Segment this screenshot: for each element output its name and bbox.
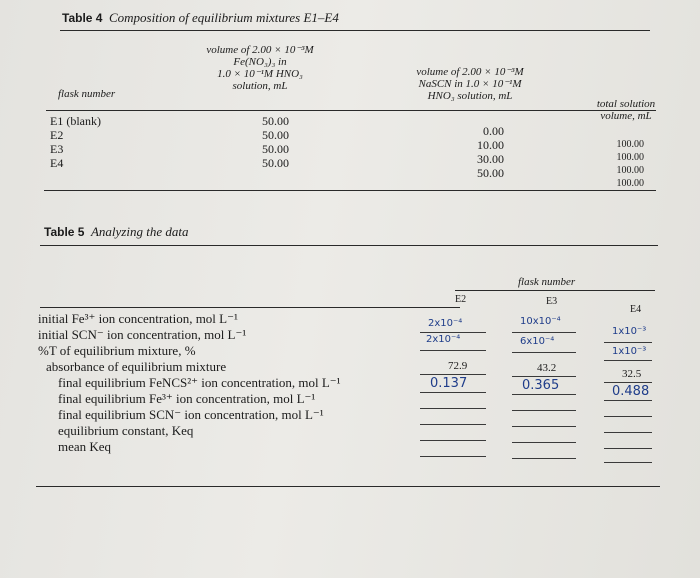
value-cell: 0.365 <box>522 378 560 393</box>
value-cell: 2x10⁻⁴ <box>426 334 461 345</box>
table5-top-rule <box>40 245 658 246</box>
table5-row-label: equilibrium constant, Keq <box>58 423 194 438</box>
value-cell: 43.2 <box>537 362 557 374</box>
table4-row-fe: 50.00 <box>262 142 289 156</box>
table4-row-scn: 30.00 <box>477 152 504 166</box>
table4-bottom-rule <box>44 190 656 191</box>
table4-header-rule <box>46 110 656 111</box>
table5-row-label: %T of equilibrium mixture, % <box>38 343 196 358</box>
value-cell: 1x10⁻³ <box>612 346 647 357</box>
value-cell: 2x10⁻⁴ <box>428 318 463 329</box>
table4-row-scn: 10.00 <box>477 138 504 152</box>
table4-fe-column <box>262 114 289 170</box>
table4-row-flask: E3 <box>50 142 64 156</box>
table5-labels <box>38 311 341 455</box>
table4-row-fe: 50.00 <box>262 156 289 170</box>
value-cell: 32.5 <box>622 368 642 380</box>
value-cell: 10x10⁻⁴ <box>520 316 561 327</box>
table5-row-label: final equilibrium FeNCS²⁺ ion concentration, mol L⁻¹ <box>58 375 341 390</box>
table5-flask-header: flask number <box>518 276 576 288</box>
table5-col-E2: E2 <box>455 294 467 305</box>
table5-row-label: final equilibrium Fe³⁺ ion concentration, mol L⁻¹ <box>58 391 316 406</box>
table5-row-label: initial Fe³⁺ ion concentration, mol L⁻¹ <box>38 311 238 326</box>
table4-col4-header: total solution volume, mL <box>596 98 656 122</box>
table5-flask-rule <box>455 290 655 291</box>
table4-flask-column <box>50 114 101 170</box>
table4-col3-header: volume of 2.00 × 10⁻³M NaSCN in 1.0 × 10⁻¹M HNO₃ solution, mL <box>416 66 524 102</box>
table4-col1-header: flask number <box>58 88 116 100</box>
table4-caption: Table 4 Composition of equilibrium mixtures E1–E4 <box>62 10 339 25</box>
table4-row-total: 100.00 <box>616 139 644 150</box>
table4-row-scn: 0.00 <box>483 124 504 138</box>
table4-total-column <box>604 138 644 190</box>
table5-row-label: absorbance of equilibrium mixture <box>46 359 227 374</box>
table4-top-rule <box>60 30 650 31</box>
table4-row-total: 100.00 <box>616 178 644 189</box>
table4-scn-column <box>464 124 504 180</box>
table5-header-rule <box>40 307 460 308</box>
table5-row-label: final equilibrium SCN⁻ ion concentration, mol L⁻¹ <box>58 407 324 422</box>
table5-caption: Table 5 Analyzing the data <box>44 224 189 239</box>
table5-col-E3: E3 <box>546 296 558 307</box>
table5-bottom-rule <box>36 486 660 487</box>
table4-col2-header: volume of 2.00 × 10⁻³M Fe(NO₃)₃ in 1.0 × 10⁻¹M HNO₃ solution, mL <box>206 44 314 92</box>
table4-row-total: 100.00 <box>616 152 644 163</box>
value-cell: 0.488 <box>612 384 650 399</box>
table4-row-fe: 50.00 <box>262 114 289 128</box>
value-cell: 6x10⁻⁴ <box>520 336 555 347</box>
table4-row-flask: E2 <box>50 128 64 142</box>
table5-row-label: initial SCN⁻ ion concentration, mol L⁻¹ <box>38 327 247 342</box>
table4-row-fe: 50.00 <box>262 128 289 142</box>
value-cell: 1x10⁻³ <box>612 326 647 337</box>
table4-row-flask: E4 <box>50 156 64 170</box>
table4-row-flask: E1 (blank) <box>50 114 101 128</box>
table4-row-scn: 50.00 <box>477 166 504 180</box>
table5-row-label: mean Keq <box>58 439 112 454</box>
value-cell: 0.137 <box>430 376 468 391</box>
table4-row-total: 100.00 <box>616 165 644 176</box>
table5-col-E4: E4 <box>630 304 642 315</box>
value-cell: 72.9 <box>448 360 468 372</box>
